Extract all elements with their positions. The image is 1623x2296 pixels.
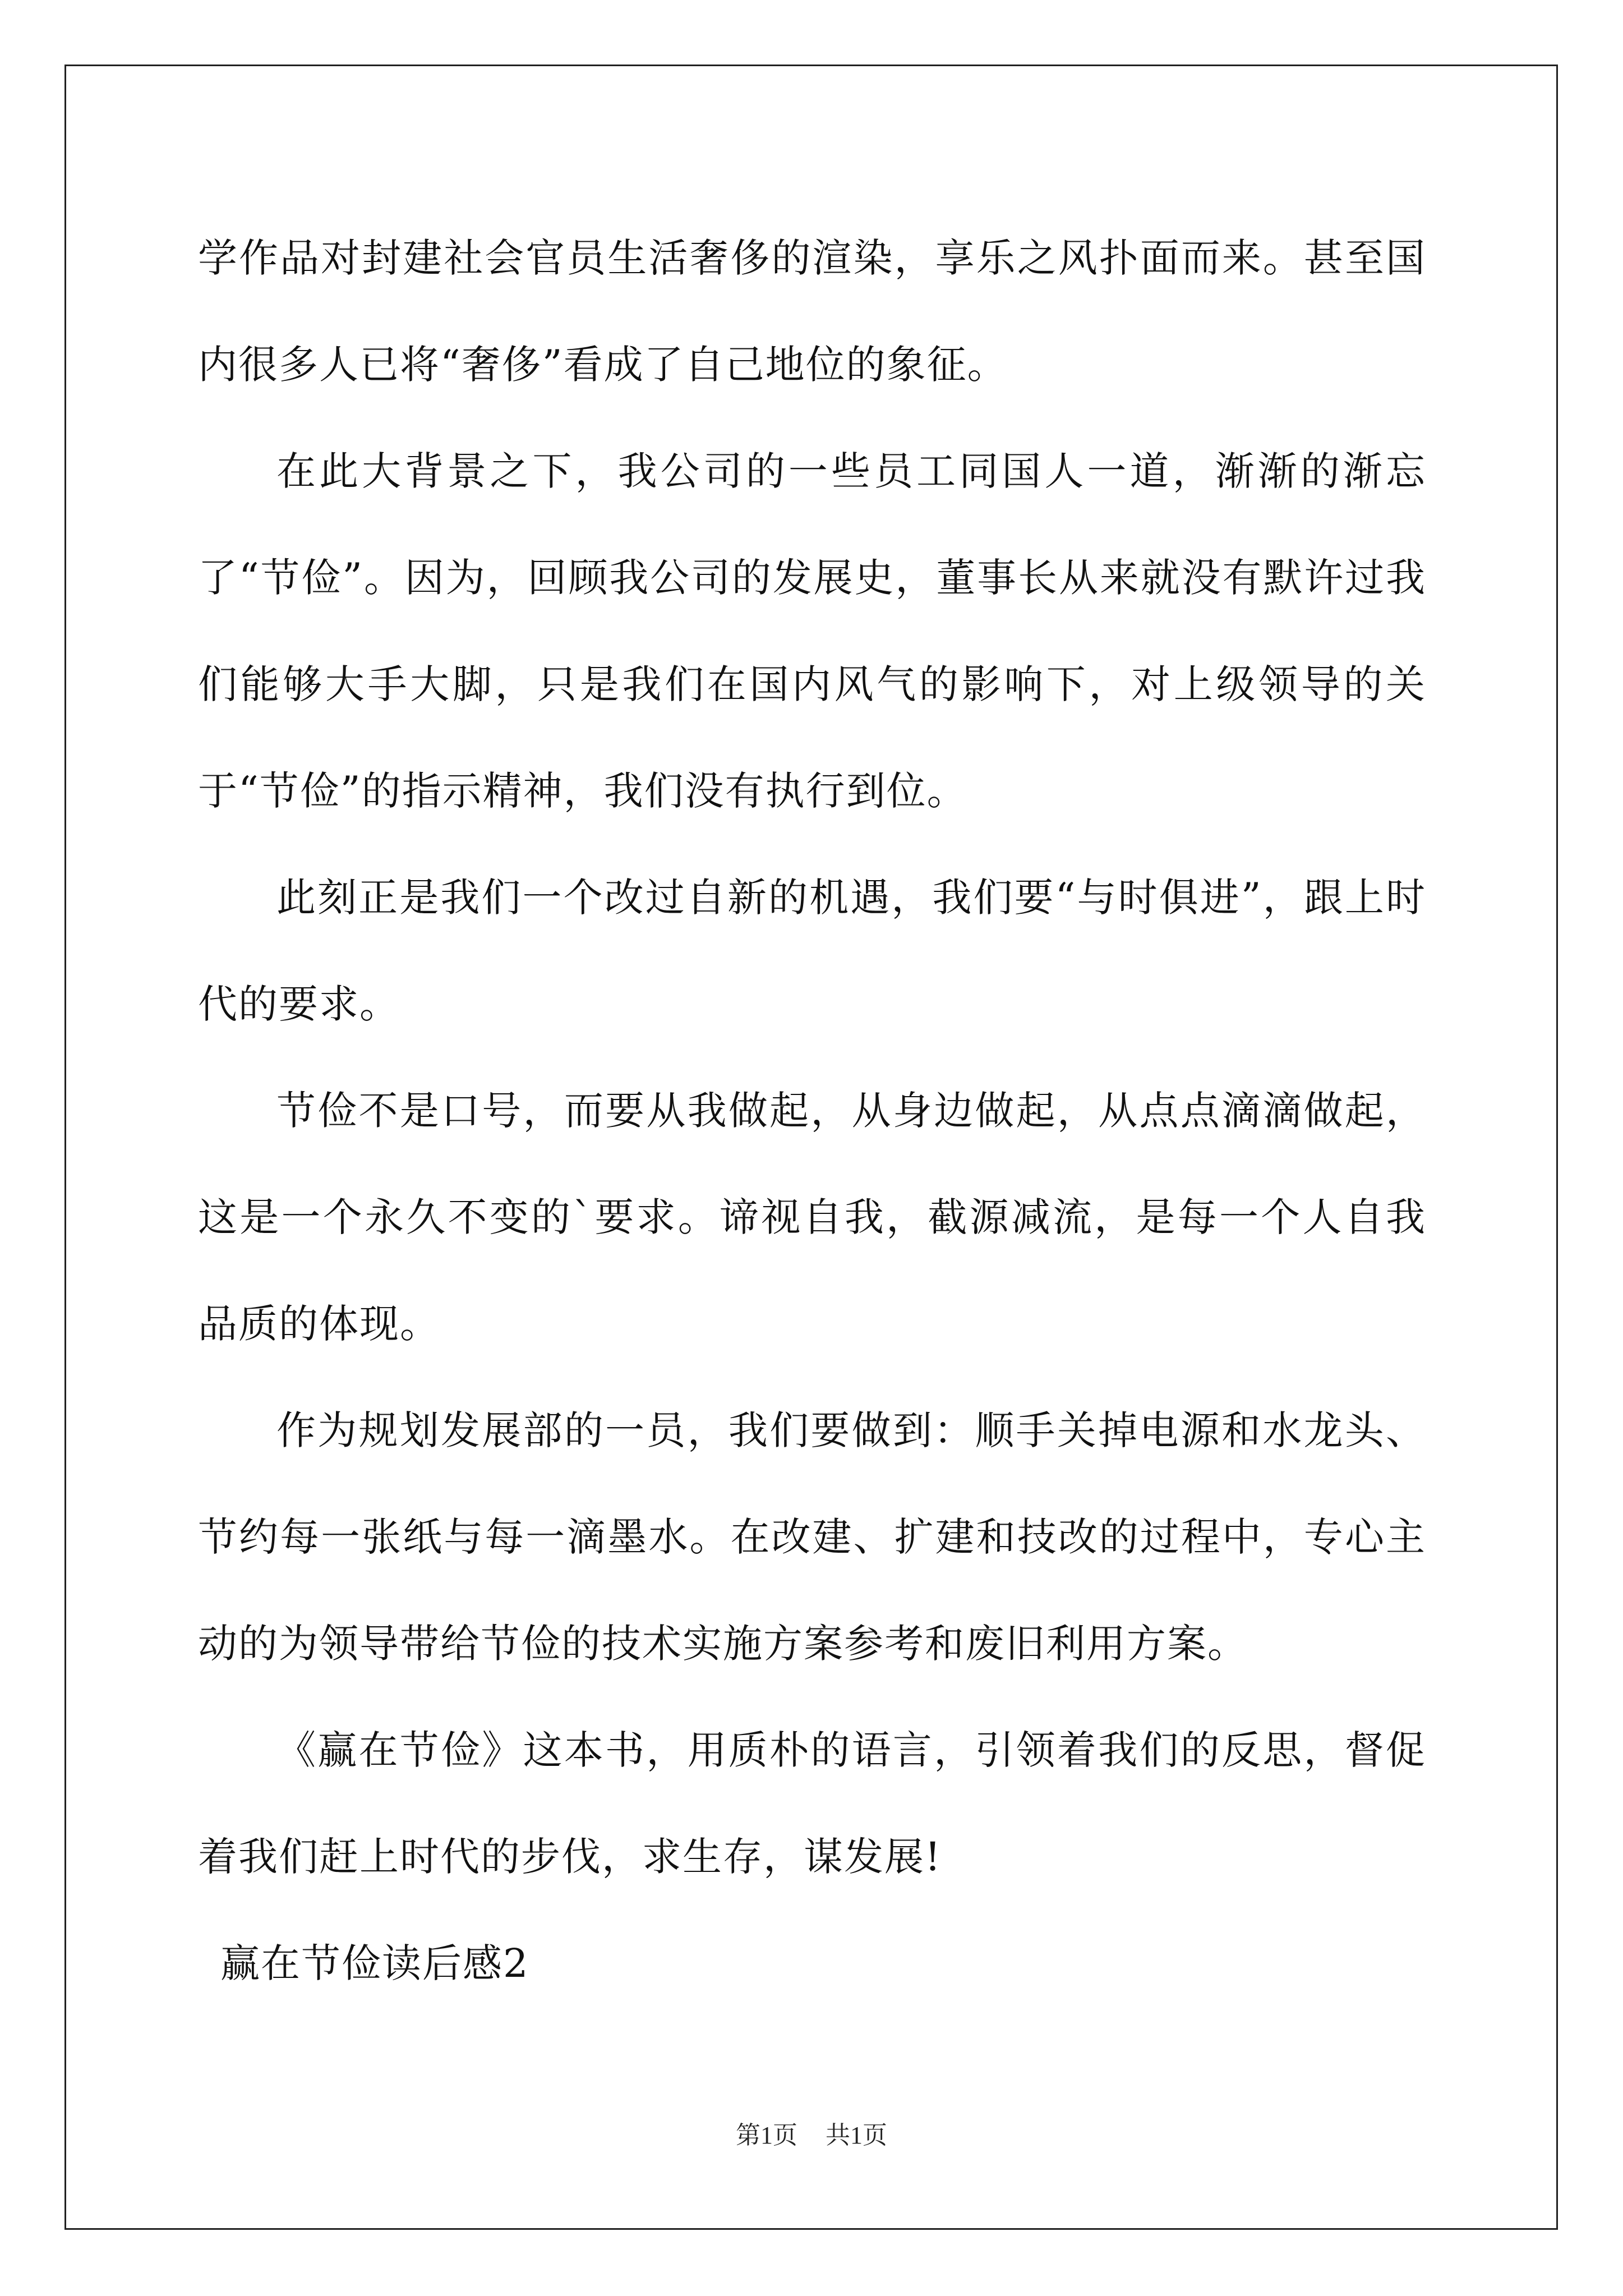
paragraph-3: 此刻正是我们一个改过自新的机遇，我们要“与时俱进”，跟上时代的要求。 [198,875,1426,1027]
paragraph-1: 学作品对封建社会官员生活奢侈的渲染，享乐之风扑面而来。甚至国内很多人已将“奢侈”看成了自己地位的象征。 [198,235,1426,388]
page-footer [0,2115,1623,2151]
page-total: 共1页 [826,2122,887,2149]
section-heading: 赢在节俭读后感2 [220,1940,529,1986]
page-number: 第1页 [736,2122,797,2149]
paragraph-4: 节俭不是口号，而要从我做起，从身边做起，从点点滴滴做起，这是一个永久不变的`要求。谛视自我，截源减流，是每一个人自我品质的体现。 [198,1088,1426,1347]
paragraph-2: 在此大背景之下，我公司的一些员工同国人一道，渐渐的渐忘了“节俭”。因为，回顾我公司的发展史，董事长从来就没有默许过我们能够大手大脚，只是我们在国内风气的影响下，对上级领导的关于“节俭”的指示精神，我们没有执行到位。 [198,448,1426,814]
paragraph-5: 作为规划发展部的一员，我们要做到：顺手关掉电源和水龙头、节约每一张纸与每一滴墨水。在改建、扩建和技改的过程中，专心主动的为领导带给节俭的技术实施方案参考和废旧利用方案。 [198,1407,1426,1667]
document-body [198,205,1426,2017]
paragraph-6: 《赢在节俭》这本书，用质朴的语言，引领着我们的反思，督促着我们赶上时代的步伐，求生存，谋发展! [198,1727,1426,1880]
